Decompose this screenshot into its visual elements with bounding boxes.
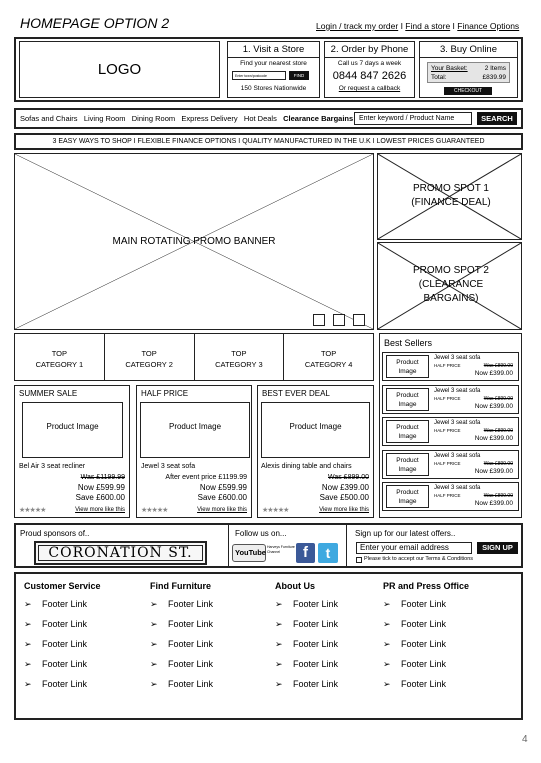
find-button[interactable]: FIND [289,71,309,80]
nav-menu [20,114,353,123]
coronation-st-logo[interactable]: CORONATION ST. [34,541,207,565]
deal-heading: BEST EVER DEAL [262,389,330,398]
phone-number: 0844 847 2626 [332,70,407,82]
view-more-link[interactable]: View more like this [319,507,369,513]
rating-stars-icon: ★★★★★ [262,507,289,514]
postcode-input[interactable]: Enter town/postcode [232,71,286,80]
best-seller-was-price: Was £899.00 [483,363,513,369]
order-phone-title: 2. Order by Phone [330,44,409,55]
facebook-icon[interactable]: f [296,543,315,563]
arrow-right-icon: ➢ [275,679,283,689]
best-seller-item[interactable] [382,385,519,414]
search-button[interactable]: SEARCH [477,112,517,125]
rating-stars-icon: ★★★★★ [19,507,46,514]
category-4[interactable]: TOP CATEGORY 4 [304,349,353,369]
nav-item-hot-deals[interactable]: Hot Deals [243,114,277,123]
after-event-price: After event price £1199.99 [165,474,247,481]
best-seller-now-price: Now £399.00 [474,435,513,442]
nav-item-clearance[interactable]: Clearance Bargains [283,114,354,123]
best-seller-image[interactable]: Product Image [386,453,429,476]
checkout-button[interactable]: CHECKOUT [444,87,492,95]
strapline: 3 EASY WAYS TO SHOP I FLEXIBLE FINANCE OPTIONS I QUALITY MANUFACTURED IN THE U.K I LOWEST PRICES GUARANTEED [14,133,523,150]
footer-link[interactable]: ➢ Footer Link [383,679,447,689]
arrow-right-icon: ➢ [275,659,283,669]
footer-column-title: Customer Service [24,581,101,591]
promo-spot-2-label: PROMO SPOT 2 (CLEARANCE BARGAINS) [413,265,489,304]
view-more-link[interactable]: View more like this [197,507,247,513]
follow-title: Follow us on... [235,529,287,538]
arrow-right-icon: ➢ [383,619,391,629]
store-count: 150 Stores Nationwide [240,85,307,92]
nav-item-sofas[interactable]: Sofas and Chairs [20,114,78,123]
best-seller-image[interactable]: Product Image [386,485,429,508]
product-image[interactable]: Product Image [140,402,250,458]
signup-title: Sign up for our latest offers.. [355,529,456,538]
youtube-icon[interactable]: YouTube [232,544,266,562]
page-number: 4 [522,734,528,745]
callback-link[interactable]: Or request a callback [338,85,401,92]
footer-link[interactable]: ➢ Footer Link [383,659,447,669]
terms-checkbox[interactable] [356,557,362,563]
best-seller-image[interactable]: Product Image [386,355,429,378]
nav-item-dining-room[interactable]: Dining Room [131,114,176,123]
best-seller-name[interactable]: Jewel 3 seat sofa [434,452,481,459]
terms-label: Please tick to accept our Terms & Conditions [364,556,474,562]
buy-online-panel [419,41,518,98]
deal-card-best-ever [257,385,374,518]
footer-link[interactable]: ➢ Footer Link [383,599,447,609]
arrow-right-icon: ➢ [383,639,391,649]
email-input[interactable]: Enter your email address [356,542,472,554]
footer-link[interactable]: ➢ Footer Link [150,679,214,689]
best-seller-name[interactable]: Jewel 3 seat sofa [434,387,481,394]
product-name[interactable]: Alexis dining table and chairs [261,463,352,470]
now-price: Now £599.99 [199,483,247,492]
arrow-right-icon: ➢ [24,679,32,689]
arrow-right-icon: ➢ [383,659,391,669]
best-seller-name[interactable]: Jewel 3 seat sofa [434,355,481,361]
best-seller-tag: HALF PRICE [434,428,461,433]
twitter-icon[interactable]: t [318,543,338,563]
banner-dot-1[interactable] [313,314,325,326]
best-seller-item[interactable] [382,417,519,446]
arrow-right-icon: ➢ [383,599,391,609]
arrow-right-icon: ➢ [150,639,158,649]
best-seller-was-price: Was £899.00 [483,395,513,402]
footer-link[interactable]: ➢ Footer Link [275,679,339,689]
now-price: Now £599.99 [77,483,125,492]
visit-store-title: 1. Visit a Store [242,44,305,55]
footer-link[interactable]: ➢ Footer Link [275,619,339,629]
deal-heading: HALF PRICE [141,389,189,398]
sponsors-title: Proud sponsors of.. [20,529,90,538]
visit-store-panel [227,41,320,98]
best-seller-item[interactable] [382,352,519,381]
best-seller-item[interactable] [382,482,519,511]
nav-item-living-room[interactable]: Living Room [83,114,126,123]
promo-spot-1-label: PROMO SPOT 1 (FINANCE DEAL) [411,183,491,208]
footer-column-title: PR and Press Office [383,581,470,591]
banner-dot-2[interactable] [333,314,345,326]
promo-spot-2[interactable] [377,242,522,330]
footer-link[interactable]: ➢ Footer Link [150,599,214,609]
arrow-right-icon: ➢ [24,619,32,629]
was-price: Was £1199.99 [80,474,125,481]
arrow-right-icon: ➢ [150,599,158,609]
best-seller-name[interactable]: Jewel 3 seat sofa [434,420,481,426]
divider [346,525,347,566]
youtube-channel-label: Harveys Furniture Channel [267,545,295,554]
buy-online-title: 3. Buy Online [439,44,498,55]
footer-column-title: Find Furniture [150,581,211,591]
best-seller-now-price: Now £399.00 [474,467,513,475]
arrow-right-icon: ➢ [24,659,32,669]
categories-row [14,333,374,381]
main-promo-banner[interactable] [14,153,374,330]
best-seller-now-price: Now £399.00 [474,402,513,410]
footer-link[interactable]: ➢ Footer Link [24,619,88,629]
arrow-right-icon: ➢ [150,679,158,689]
finance-link[interactable]: Finance Options [457,21,520,31]
best-seller-image[interactable]: Product Image [386,420,429,443]
footer-link[interactable]: ➢ Footer Link [150,659,214,669]
footer-link[interactable]: ➢ Footer Link [24,679,88,689]
best-seller-image[interactable]: Product Image [386,388,429,411]
footer-link[interactable]: ➢ Footer Link [150,639,214,649]
arrow-right-icon: ➢ [150,659,158,669]
search-input[interactable]: Enter keyword / Product Name [354,112,472,125]
footer-column-title: About Us [275,581,315,591]
category-1[interactable]: TOP CATEGORY 1 [15,334,105,380]
logo[interactable]: LOGO [19,41,220,98]
footer-column-pr-press-office [383,581,513,699]
arrow-right-icon: ➢ [383,679,391,689]
best-seller-was-price: Was £899.00 [483,428,513,434]
arrow-right-icon: ➢ [275,639,283,649]
order-phone-panel [324,41,415,98]
footer-link[interactable]: ➢ Footer Link [24,599,88,609]
login-link[interactable]: Login / track my order [316,21,399,31]
best-seller-tag: HALF PRICE [434,460,461,466]
nav-item-express-delivery[interactable]: Express Delivery [181,114,238,123]
product-image[interactable]: Product Image [261,402,370,458]
best-seller-was-price: Was £899.00 [483,460,513,467]
arrow-right-icon: ➢ [275,599,283,609]
footer-link[interactable]: ➢ Footer Link [275,599,339,609]
footer-link[interactable]: ➢ Footer Link [275,659,339,669]
arrow-right-icon: ➢ [150,619,158,629]
signup-button[interactable]: SIGN UP [477,542,518,554]
divider [228,525,229,566]
arrow-right-icon: ➢ [275,619,283,629]
product-name[interactable]: Jewel 3 seat sofa [141,463,196,470]
best-seller-item[interactable] [382,450,519,479]
footer-link[interactable]: ➢ Footer Link [24,639,88,649]
product-image[interactable]: Product Image [22,402,123,458]
top-links: Login / track my order I Find a store I Finance Options [316,21,520,31]
find-store-link[interactable]: Find a store [405,21,451,31]
save-amount: Save £600.00 [197,493,247,502]
footer-link[interactable]: ➢ Footer Link [275,639,339,649]
best-seller-was-price: Was £899.00 [483,493,513,499]
arrow-right-icon: ➢ [24,599,32,609]
view-more-link[interactable]: View more like this [75,507,125,513]
save-amount: Save £500.00 [319,493,369,502]
banner-dot-3[interactable] [353,314,365,326]
category-2[interactable]: TOP CATEGORY 2 [105,334,195,380]
best-seller-now-price: Now £399.00 [474,370,513,377]
rating-stars-icon: ★★★★★ [141,507,168,514]
phone-subtitle: Call us 7 days a week [337,60,402,67]
deal-card-half-price [136,385,252,518]
main-promo-label: MAIN ROTATING PROMO BANNER [112,236,276,247]
footer-link[interactable]: ➢ Footer Link [383,619,447,629]
now-price: Now £399.00 [321,483,369,492]
arrow-right-icon: ➢ [24,639,32,649]
footer-link[interactable]: ➢ Footer Link [150,619,214,629]
category-3[interactable]: TOP CATEGORY 3 [195,334,285,380]
was-price: Was £899.00 [328,474,369,481]
footer-link[interactable]: ➢ Footer Link [383,639,447,649]
best-seller-name[interactable]: Jewel 3 seat sofa [434,485,481,491]
visit-store-subtitle: Find your nearest store [240,60,307,67]
footer-link[interactable]: ➢ Footer Link [24,659,88,669]
page-title: HOMEPAGE OPTION 2 [20,15,170,31]
best-seller-tag: HALF PRICE [434,363,461,368]
save-amount: Save £600.00 [75,493,125,502]
footer-column-customer-service [24,581,154,699]
product-name[interactable]: Bel Air 3 seat recliner [19,463,86,470]
deal-heading: SUMMER SALE [19,389,78,398]
footer-column-find-furniture [150,581,280,699]
best-seller-tag: HALF PRICE [434,493,461,498]
promo-spot-1[interactable] [377,153,522,240]
basket-summary[interactable]: Your Basket: 2 Items Total: £839.99 [427,62,510,83]
best-sellers-title: Best Sellers [384,338,433,348]
best-seller-now-price: Now £399.00 [474,500,513,507]
best-seller-tag: HALF PRICE [434,395,461,401]
deal-card-summer-sale [14,385,130,518]
